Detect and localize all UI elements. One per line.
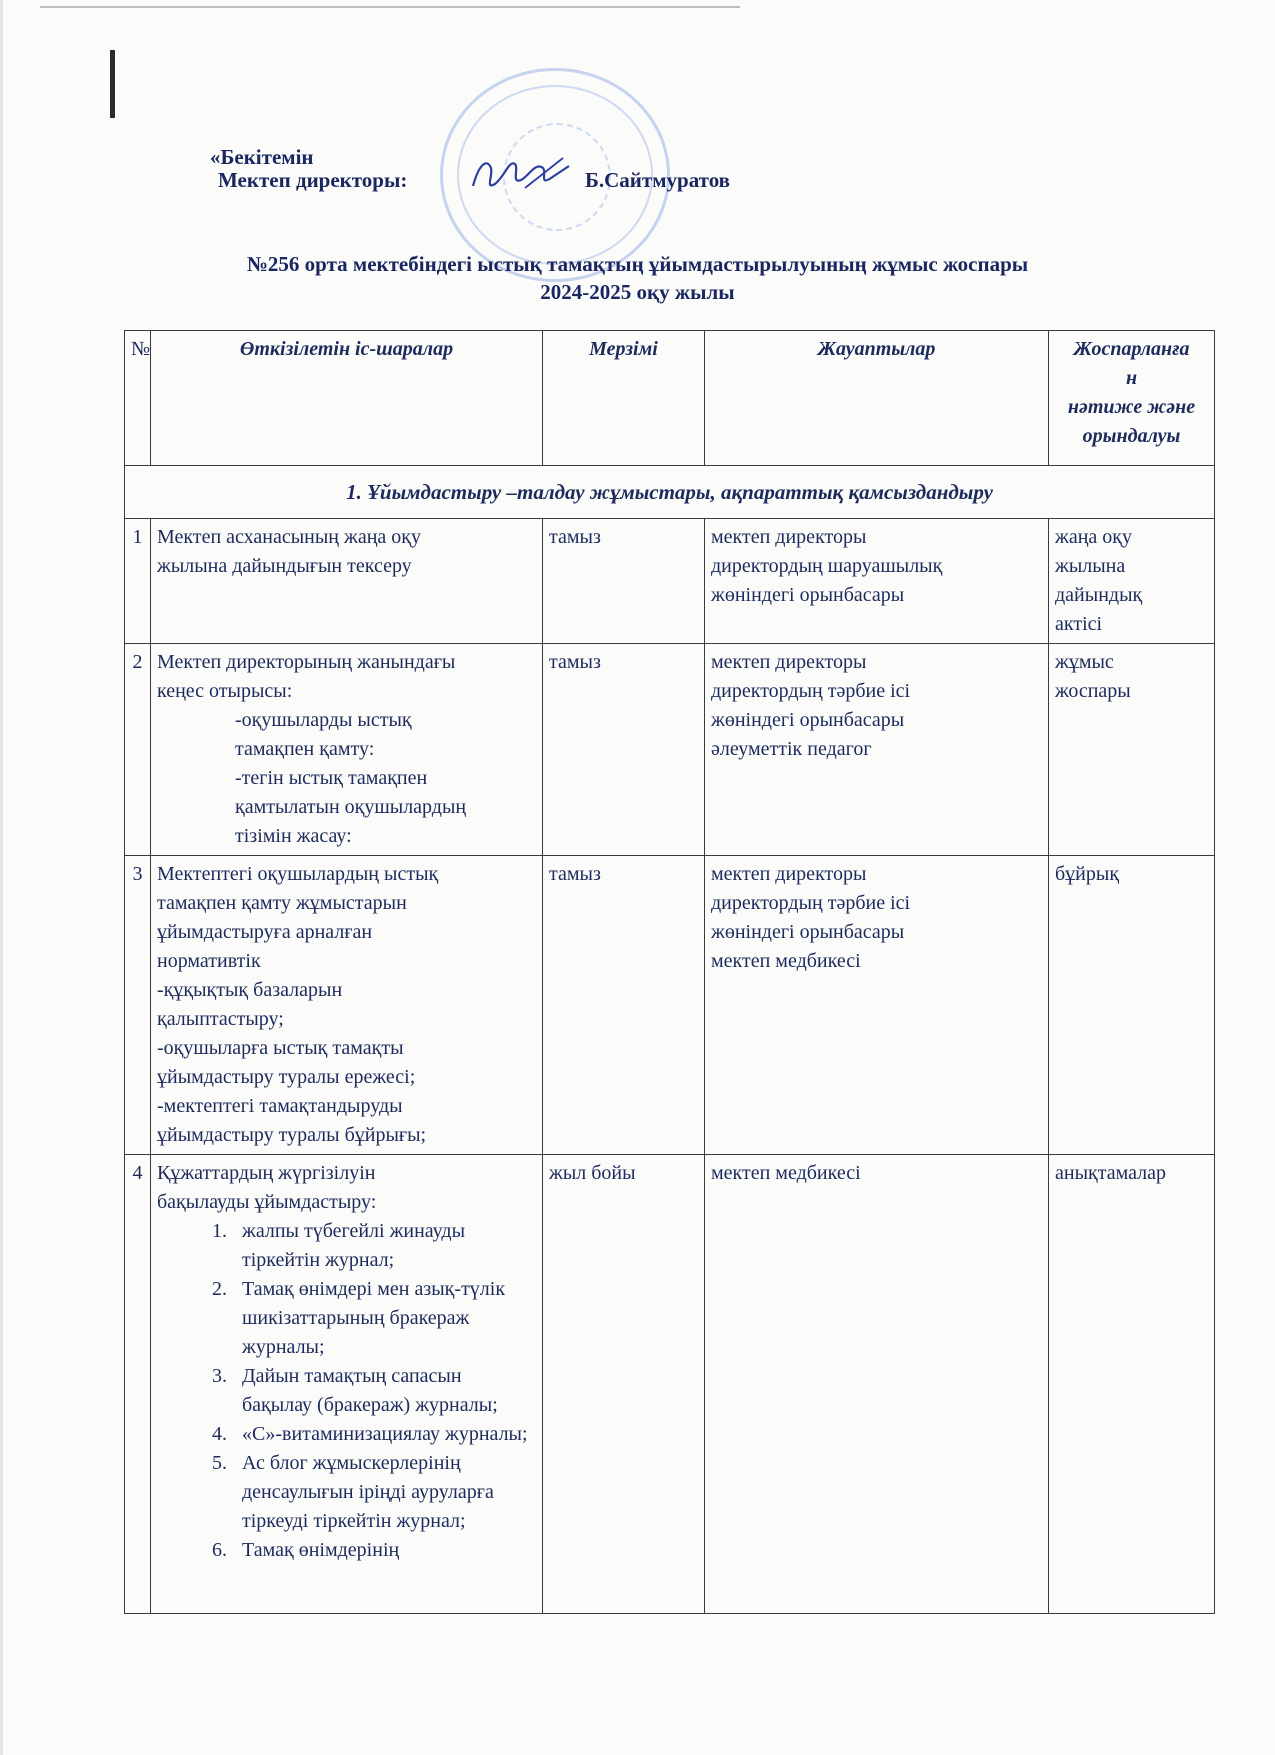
academic-year: 2024-2025 оқу жылы [540,280,735,304]
activity-line: Мектеп директорының жанындағы [157,651,456,673]
list-item: 2. Тамақ өнімдері мен азық-түлік шикізаттарының бракераж журналы; [232,1275,536,1362]
deadline-cell: тамыз [543,644,705,856]
list-item: 6. Тамақ өнімдерінің [232,1536,536,1565]
responsible-line: директордың тәрбие ісі [711,892,911,914]
activity-line: нормативтік [157,950,261,972]
column-header-result [1049,331,1215,466]
activity-line: ұйымдастыру туралы ережесі; [157,1066,416,1088]
activity-line: қалыптастыру; [157,1008,284,1030]
deadline-cell: тамыз [543,856,705,1155]
responsible-cell [705,856,1049,1155]
activity-line: -оқушыларға ыстық тамақты [157,1037,404,1059]
result-line: бұйрық [1055,863,1120,885]
list-item: 4. «С»-витаминизациялау журналы; [232,1420,536,1449]
responsible-cell [705,1155,1049,1614]
margin-mark [110,50,115,118]
activity-cell [151,1155,543,1614]
responsible-cell [705,519,1049,644]
activity-line: Мектептегі оқушылардың ыстық [157,863,439,885]
responsible-line: мектеп медбикесі [711,950,861,972]
activity-subline: -оқушыларды ыстық [235,709,412,731]
scan-edge [40,6,740,8]
director-name: Б.Сайтмуратов [585,168,731,192]
result-line: дайындық [1055,584,1143,606]
activity-line: бақылауды ұйымдастыру: [157,1191,377,1213]
table-row [125,644,1215,856]
journal-list [157,1217,536,1565]
result-cell [1049,1155,1215,1614]
list-item: 1. жалпы түбегейлі жинауды тіркейтін журнал; [232,1217,536,1275]
deadline-cell: тамыз [543,519,705,644]
section-title: 1. Ұйымдастыру –талдау жұмыстары, ақпараттық қамсыздандыру [125,466,1215,519]
activity-line: ұйымдастыруға арналған [157,921,373,943]
activity-subline: -тегін ыстық тамақпен [235,767,428,789]
responsible-line: мектеп директоры [711,863,867,885]
activity-line: тамақпен қамту жұмыстарын [157,892,407,914]
activity-subline: тізімін жасау: [235,825,352,847]
row-number: 3 [125,856,151,1155]
document-title: №256 орта мектебіндегі ыстық тамақтың ұйымдастырылуының жұмыс жоспары [246,252,1029,276]
result-cell [1049,519,1215,644]
activity-subline: қамтылатын оқушылардың [235,796,467,818]
header-line: Жоспарланға [1073,338,1190,360]
table-row [125,856,1215,1155]
responsible-line: әлеуметтік педагог [711,738,872,760]
activity-line: ұйымдастыру туралы бұйрығы; [157,1124,427,1146]
table-header-row [125,331,1215,466]
table-row [125,519,1215,644]
responsible-line: директордың шаруашылық [711,555,943,577]
header-line: н [1125,367,1138,389]
row-number: 1 [125,519,151,644]
result-line: жылына [1055,555,1126,577]
responsible-line: директордың тәрбие ісі [711,680,911,702]
director-label: Мектеп директоры: [218,168,408,192]
responsible-line: мектеп директоры [711,651,867,673]
signature-icon [465,150,575,200]
approve-label: «Бекітемін [210,145,314,169]
result-line: жоспары [1055,680,1131,702]
result-line: жұмыс [1055,651,1114,673]
section-row [125,466,1215,519]
activity-cell [151,519,543,644]
list-item: 3. Дайын тамақтың сапасын бақылау (бракераж) журналы; [232,1362,536,1420]
activity-cell [151,856,543,1155]
column-header-deadline: Мерзімі [543,331,705,466]
activity-line: жылына дайындығын тексеру [157,555,412,577]
result-line: анықтамалар [1055,1162,1167,1184]
work-plan-table [124,330,1215,1614]
activity-line: -құқықтық базаларын [157,979,343,1001]
activity-line: Құжаттардың жүргізілуін [157,1162,376,1184]
responsible-line: жөніндегі орынбасары [711,584,905,606]
row-number: 4 [125,1155,151,1614]
table-row [125,1155,1215,1614]
list-item: 5. Ас блог жұмыскерлерінің денсаулығын іріңді ауруларға тіркеуді тіркейтін журнал; [232,1449,536,1536]
result-line: жаңа оқу [1055,526,1132,548]
column-header-activity: Өткізілетін іс-шаралар [151,331,543,466]
result-line: актісі [1055,613,1103,635]
column-header-responsible: Жауаптылар [705,331,1049,466]
page-edge [0,0,3,1755]
activity-line: кеңес отырысы: [157,680,293,702]
activity-cell [151,644,543,856]
responsible-line: жөніндегі орынбасары [711,921,905,943]
responsible-line: жөніндегі орынбасары [711,709,905,731]
activity-line: Мектеп асханасының жаңа оқу [157,526,422,548]
deadline-cell: жыл бойы [543,1155,705,1614]
result-cell [1049,644,1215,856]
result-cell [1049,856,1215,1155]
responsible-line: мектеп директоры [711,526,867,548]
column-header-num: № [125,331,151,466]
activity-line: -мектептегі тамақтандыруды [157,1095,403,1117]
responsible-line: мектеп медбикесі [711,1162,861,1184]
header-line: нәтиже және [1067,396,1196,418]
activity-subline: тамақпен қамту: [235,738,375,760]
header-line: орындалуы [1082,425,1181,447]
row-number: 2 [125,644,151,856]
responsible-cell [705,644,1049,856]
